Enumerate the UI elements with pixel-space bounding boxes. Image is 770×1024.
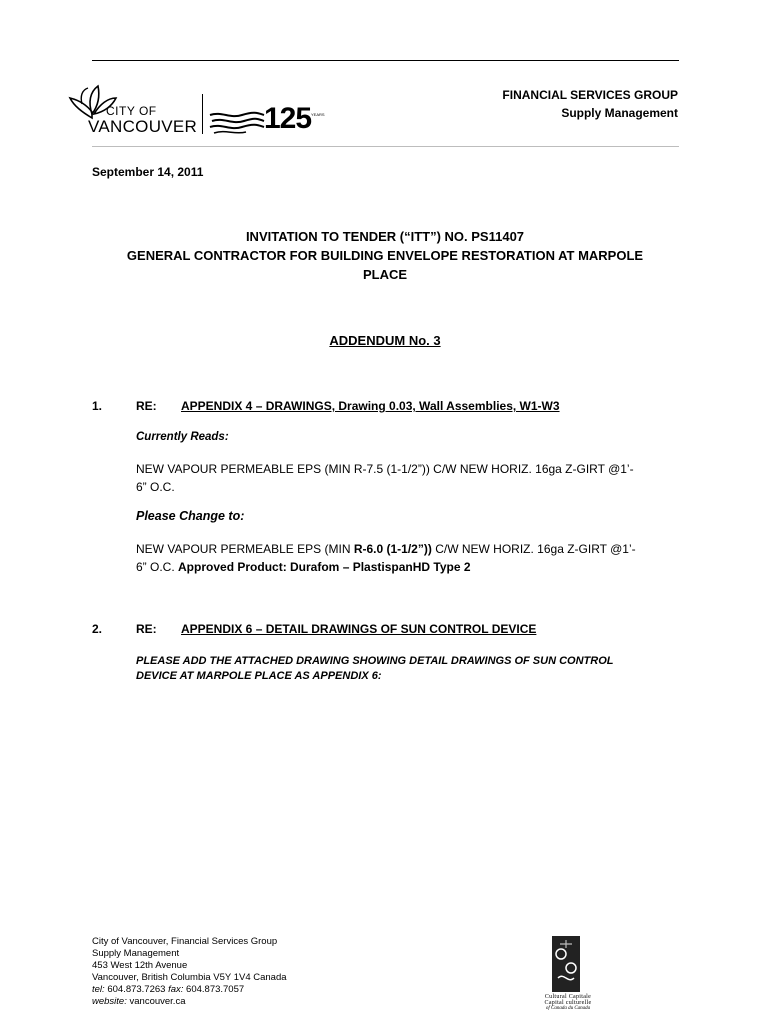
item-1-currently-line1: NEW VAPOUR PERMEABLE EPS (MIN R-7.5 (1-1/2”)) C/W NEW HORIZ. 16ga Z-GIRT @1’- [136, 462, 634, 476]
item-1-re: RE: [136, 399, 157, 413]
city-of-vancouver-logo [68, 84, 328, 140]
badge-line2: Capital culturelle [544, 1000, 592, 1006]
footer-tel-label: tel: [92, 984, 105, 995]
cultural-capital-badge [528, 934, 608, 1014]
footer-phone [92, 984, 422, 996]
footer-dept: Supply Management [92, 948, 180, 959]
footer-web-label: website: [92, 996, 127, 1007]
item-1-currently-line2: 6” O.C. [136, 480, 175, 494]
header-department: Supply Management [561, 106, 678, 120]
item-1-change-label: Please Change to: [136, 509, 245, 523]
footer-fax: 604.873.7057 [186, 984, 245, 995]
title-line3: PLACE [362, 267, 408, 282]
item-2-re: RE: [136, 622, 157, 636]
footer-web-value: vancouver.ca [129, 996, 186, 1007]
change-line1-text-b: R-6.0 (1-1/2”)) [353, 542, 432, 556]
footer-org: City of Vancouver, Financial Services Group [92, 936, 278, 947]
footer-fax-label: fax: [168, 984, 184, 995]
item-1-currently-label: Currently Reads: [136, 431, 229, 443]
item-1-change-line1 [136, 540, 636, 559]
letter-date: September 14, 2011 [92, 165, 204, 179]
change-line1-text-c: C/W NEW HORIZ. 16ga Z-GIRT @1’- [431, 542, 636, 556]
header-rule [92, 146, 679, 147]
item-2-instruction-line1: PLEASE ADD THE ATTACHED DRAWING SHOWING DETAIL DRAWINGS OF SUN CONTROL [136, 655, 614, 667]
change-line1-text-a: NEW VAPOUR PERMEABLE EPS (MIN [136, 542, 354, 556]
logo-years: YEARS [311, 112, 325, 117]
waves-icon [208, 109, 266, 135]
title-line2: GENERAL CONTRACTOR FOR BUILDING ENVELOPE RESTORATION AT MARPOLE [126, 248, 644, 263]
badge-line1: Cultural Capitale [544, 994, 592, 1000]
change-line2-text-b: Approved Product: Durafom – PlastispanHD Type 2 [178, 560, 471, 574]
header-group: FINANCIAL SERVICES GROUP [502, 88, 678, 102]
item-1-change-line2 [136, 558, 471, 577]
logo-city-of: CITY OF [106, 104, 157, 118]
logo-divider [202, 94, 203, 134]
logo-vancouver: VANCOUVER [88, 117, 198, 136]
item-2-number: 2. [92, 622, 103, 636]
item-2-subject: APPENDIX 6 – DETAIL DRAWINGS OF SUN CONTROL DEVICE [181, 622, 537, 636]
footer-street: 453 West 12th Avenue [92, 960, 188, 971]
item-1-number: 1. [92, 399, 103, 413]
badge-line3: of Canada du Canada [545, 1006, 591, 1011]
item-1-subject: APPENDIX 4 – DRAWINGS, Drawing 0.03, Wall Assemblies, W1-W3 [181, 399, 560, 413]
logo-125: 125 [264, 102, 312, 135]
footer-address [92, 936, 422, 1008]
item-2-instruction-line2: DEVICE AT MARPOLE PLACE AS APPENDIX 6: [136, 670, 382, 682]
change-line2-text-a: 6” O.C. [136, 560, 179, 574]
addendum-heading: ADDENDUM No. 3 [329, 333, 441, 348]
cultural-capital-emblem-icon [550, 934, 582, 994]
top-rule [92, 60, 679, 61]
title-line1: INVITATION TO TENDER (“ITT”) NO. PS11407 [245, 229, 525, 244]
footer-tel: 604.873.7263 [107, 984, 166, 995]
footer-city: Vancouver, British Columbia V5Y 1V4 Canada [92, 972, 287, 983]
footer-web [92, 996, 422, 1008]
